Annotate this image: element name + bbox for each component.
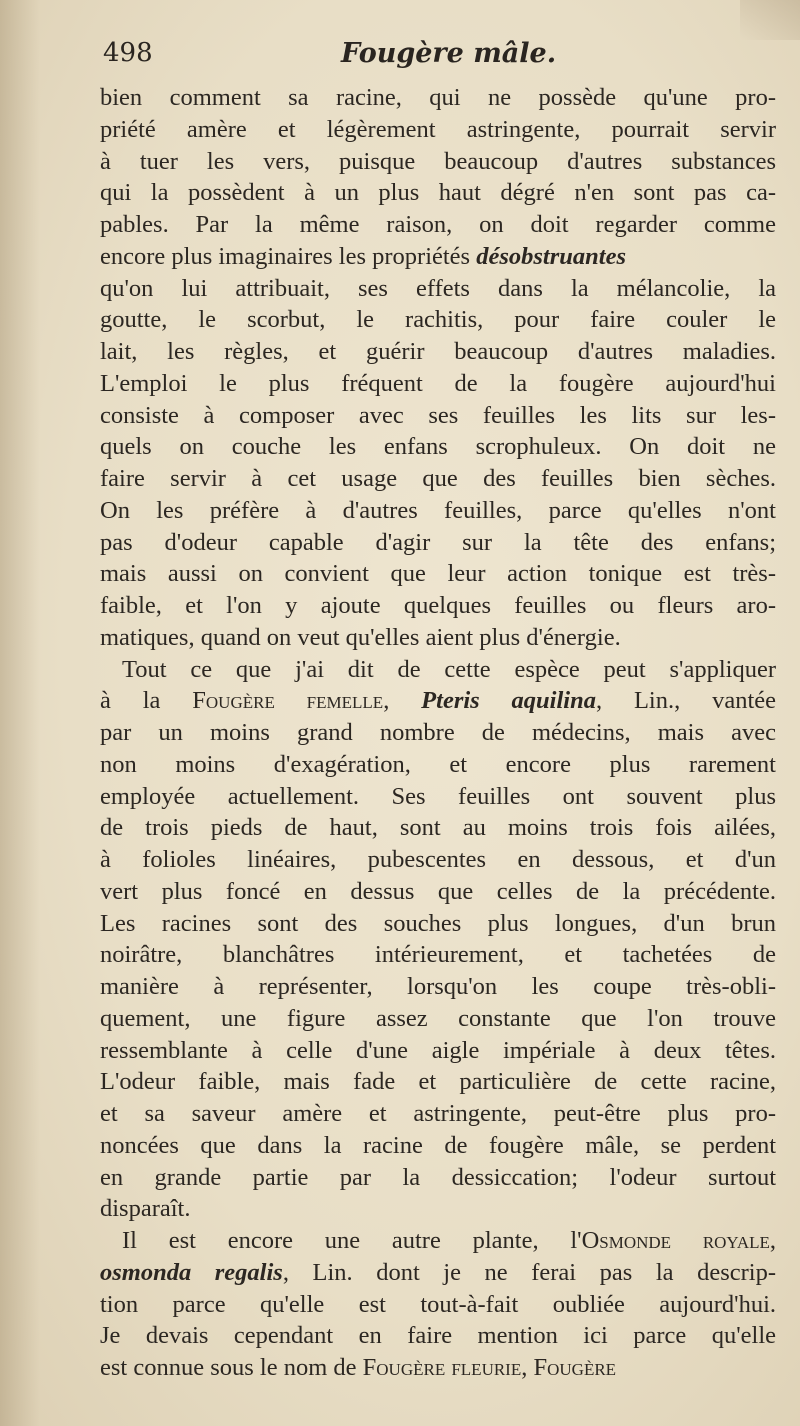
text-line [100,590,776,622]
text-line [100,939,776,971]
text-line [100,463,776,495]
text-line [100,908,776,940]
small-caps-term: Osmonde royale [581,1227,770,1254]
text-segment: goutte, le scorbut, le rachitis, pour faire couler le [100,306,776,334]
text-segment: Tout ce que j'ai dit de cette espèce peut s'appliquer [122,655,776,683]
text-segment: encore plus imaginaires les propriétés [100,242,477,270]
text-segment: Il est encore une autre plante, l' [122,1227,582,1254]
text-line [100,1003,776,1035]
text-line [100,622,776,654]
page-number: 498 [103,38,153,68]
text-line [100,1035,776,1067]
text-line [100,812,776,844]
italic-term: désobstruantes [476,242,626,270]
text-segment: , [769,1227,776,1254]
text-line [100,368,776,400]
text-segment: vert plus foncé en dessus que celles de la précédente. [100,877,776,905]
text-segment: par un moins grand nombre de médecins, mais avec [100,719,776,746]
text-segment: manière à représenter, lorsqu'on les coupe très-obli- [100,973,776,1000]
text-segment: à tuer les vers, puisque beaucoup d'autres substances [100,147,776,175]
text-segment: pables. Par la même raison, on doit regarder comme [100,211,776,238]
text-segment: , Lin., vantée [595,687,777,715]
text-segment: priété amère et légèrement astringente, pourrait servir [100,115,776,143]
text-line [100,241,776,273]
text-segment: quels on couche les enfans scrophuleux. On doit ne [100,433,776,461]
spine-shadow [0,0,40,1426]
text-line [100,717,776,749]
text-line [100,1193,776,1225]
text-segment: bien comment sa racine, qui ne possède qu'une pro- [100,84,776,111]
text-line [100,1257,776,1289]
page-corner-shadow [740,0,800,40]
text-line [100,749,776,781]
text-segment: est connue sous le nom de [100,1354,363,1381]
text-segment: Les racines sont des souches plus longues, d'un brun [100,909,776,937]
text-line [100,1130,776,1162]
text-segment: tion parce qu'elle est tout-à-fait oubliée aujourd'hui. [100,1290,776,1318]
text-segment: quement, une figure assez constante que l'on trouve [100,1004,776,1032]
text-line [100,146,776,178]
text-line [100,495,776,527]
text-segment: faible, et l'on y ajoute quelques feuilles ou fleurs aro- [100,592,776,619]
text-segment: qu'on lui attribuait, ses effets dans la mélancolie, la [100,274,776,302]
text-line [100,209,776,241]
text-segment: de trois pieds de haut, sont au moins trois fois ailées, [100,814,776,842]
page-header [103,38,783,78]
text-line [100,876,776,908]
small-caps-term: Fougère [533,1354,617,1381]
text-segment: disparaît. [100,1195,191,1223]
text-line [100,654,776,686]
text-segment: lait, les règles, et guérir beaucoup d'autres maladies. [100,338,776,365]
text-line [100,971,776,1003]
text-line [100,1225,776,1257]
text-segment: , [521,1354,534,1381]
text-segment: à folioles linéaires, pubescentes en dessous, et d'un [100,846,776,873]
small-caps-term: Fougère femelle [192,687,384,715]
text-segment: en grande partie par la dessiccation; l'odeur surtout [100,1163,776,1191]
text-segment: et sa saveur amère et astringente, peut-être plus pro- [100,1100,776,1127]
text-line [100,82,776,114]
text-line [100,273,776,305]
italic-term: osmonda regalis [100,1258,283,1286]
text-line [100,781,776,813]
text-segment: consiste à composer avec ses feuilles les lits sur les- [100,401,776,429]
text-segment: pas d'odeur capable d'agir sur la tête des enfans; [100,528,776,556]
text-line [100,527,776,559]
text-segment: employée actuellement. Ses feuilles ont souvent plus [100,782,776,810]
text-segment: , Lin. dont je ne ferai pas la descrip- [282,1258,776,1286]
text-segment: L'odeur faible, mais fade et particulière de cette racine, [100,1068,776,1096]
text-line [100,1289,776,1321]
text-line [100,1098,776,1130]
text-segment: ressemblante à celle d'une aigle impériale à deux têtes. [100,1036,776,1064]
text-segment: matiques, quand on veut qu'elles aient plus d'énergie. [100,623,621,651]
small-caps-term: Fougère fleurie [362,1354,522,1381]
text-line [100,844,776,876]
text-line [100,1066,776,1098]
text-segment: mais aussi on convient que leur action tonique est très- [100,560,776,588]
text-line [100,558,776,590]
text-line [100,431,776,463]
text-line [100,1162,776,1194]
text-line [100,336,776,368]
text-line [100,685,776,717]
text-segment: Je devais cependant en faire mention ici parce qu'elle [100,1322,776,1350]
text-segment: non moins d'exagération, et encore plus rarement [100,750,776,778]
text-segment: noncées que dans la racine de fougère mâle, se perdent [100,1131,776,1159]
text-segment: qui la possèdent à un plus haut dégré n'en sont pas ca- [100,179,776,207]
body-text [100,82,776,1384]
text-segment: On les préfère à d'autres feuilles, parce qu'elles n'ont [100,496,776,524]
text-segment: noirâtre, blanchâtres intérieurement, et tachetées de [100,941,776,969]
text-segment: faire servir à cet usage que des feuilles bien sèches. [100,465,776,492]
text-line [100,304,776,336]
text-line [100,400,776,432]
italic-term: Pteris aquilina [421,687,596,715]
text-line [100,114,776,146]
text-line [100,1352,776,1384]
text-segment: L'emploi le plus fréquent de la fougère aujourd'hui [100,369,776,397]
text-segment: à la [100,687,193,715]
text-line [100,1320,776,1352]
text-line [100,177,776,209]
running-title: Fougère mâle. [341,38,557,69]
text-segment: , [383,687,422,715]
